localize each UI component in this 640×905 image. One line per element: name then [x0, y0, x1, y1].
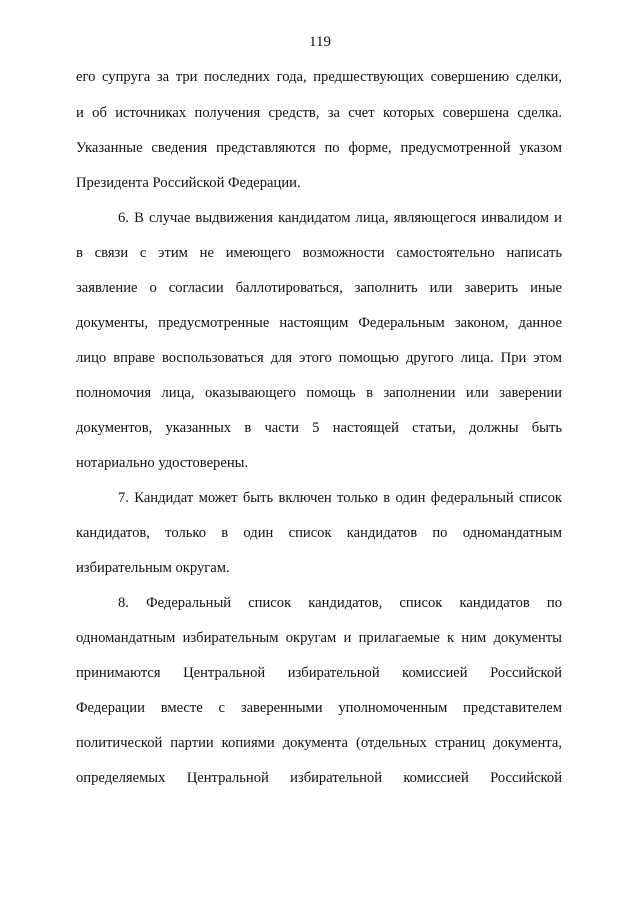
text-line: документы, предусмотренные настоящим Федеральным законом, данное: [76, 315, 562, 331]
text-line: кандидатов, только в один список кандидатов по одномандатным: [76, 525, 562, 541]
text-line: заявление о согласии баллотироваться, заполнить или заверить иные: [76, 280, 562, 296]
text-line: лицо вправе воспользоваться для этого помощью другого лица. При этом: [76, 350, 562, 366]
paragraph-6-first-line: 6. В случае выдвижения кандидатом лица, являющегося инвалидом и: [118, 210, 562, 226]
text-line: принимаются Центральной избирательной комиссией Российской: [76, 665, 562, 681]
page-number: 119: [309, 34, 331, 50]
text-line: документов, указанных в части 5 настоящей статьи, должны быть: [76, 420, 562, 436]
text-line: его супруга за три последних года, предшествующих совершению сделки,: [76, 69, 562, 85]
text-line: избирательным округам.: [76, 560, 230, 576]
text-line: одномандатным избирательным округам и прилагаемые к ним документы: [76, 630, 562, 646]
text-line: политической партии копиями документа (отдельных страниц документа,: [76, 735, 562, 751]
text-line: Указанные сведения представляются по форме, предусмотренной указом: [76, 140, 562, 156]
text-line: определяемых Центральной избирательной комиссией Российской: [76, 770, 562, 786]
text-line: Президента Российской Федерации.: [76, 175, 301, 191]
paragraph-8-first-line: 8. Федеральный список кандидатов, список кандидатов по: [118, 595, 562, 611]
text-line: полномочия лица, оказывающего помощь в заполнении или заверении: [76, 385, 562, 401]
text-line: нотариально удостоверены.: [76, 455, 249, 471]
text-line: Федерации вместе с заверенными уполномоченным представителем: [76, 700, 562, 716]
text-line: и об источниках получения средств, за счет которых совершена сделка.: [76, 105, 562, 121]
text-line: в связи с этим не имеющего возможности самостоятельно написать: [76, 245, 562, 261]
paragraph-7-first-line: 7. Кандидат может быть включен только в один федеральный список: [118, 490, 562, 506]
